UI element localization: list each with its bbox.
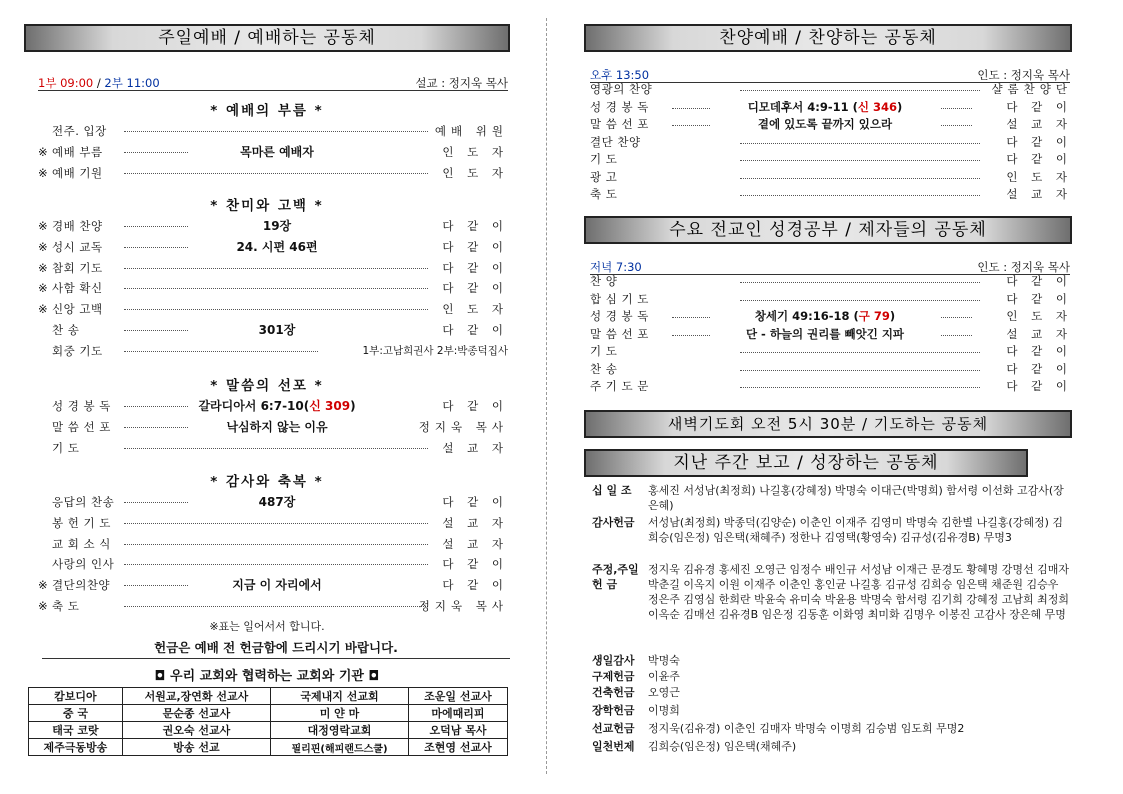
partner-cell: 조운일 선교사 [408,688,507,705]
leader-dots [740,178,980,179]
service-row [590,151,1072,168]
item-leader: 설 교 자 [1006,117,1072,131]
item-content-text: 단 - 하늘의 권리를 빼앗긴 지파 [745,326,905,341]
praise-time: 오후 13:50 [590,68,650,82]
item-leader: 다 같 이 [1006,291,1072,306]
partner-cell: 미 얀 마 [271,705,409,722]
item-content-end: ) [889,309,896,323]
service-row [590,273,1072,290]
sunday-worship-title: 주일예배 / 예배하는 공동체 [24,24,510,52]
item-name: 예배 기원 [52,166,103,180]
worship-row [38,494,508,510]
service-row [590,308,1072,325]
item-name: 기 도 [590,344,618,358]
item-leader: 다 같 이 [442,261,508,275]
worship-row [38,123,508,139]
hymn-number: 신 346 [857,99,898,114]
item-leader: 인 도 자 [442,166,508,180]
section-title: * 감사와 축복 * [210,474,324,490]
item-leader: 다 같 이 [442,219,508,233]
partner-churches-title: ◘ 우리 교회와 협력하는 교회와 기관 ◘ [154,669,380,684]
leader-dots [740,143,980,144]
item-content-text: 곁에 있도록 끝까지 있으라 [757,117,893,131]
service-row [590,186,1072,203]
item-content-text: 낙심하지 않는 이유 [226,420,328,434]
leader-dots [740,370,980,371]
standing-mark: ※ [38,219,48,233]
page-divider [546,18,547,774]
worship-row [38,577,508,593]
item-leader: 인 도 자 [1006,309,1072,323]
report-label: 장학헌금 [592,704,635,717]
item-leader: 설 교 자 [442,516,508,530]
item-content-text: 24. 시편 46편 [236,240,318,254]
leader-dots [124,173,428,174]
item-leader: 다 같 이 [1006,99,1072,114]
leader-dots [124,288,428,289]
item-leader: 인 도 자 [442,145,508,159]
item-leader: 다 같 이 [442,240,508,254]
item-leader: 다 같 이 [1006,274,1072,288]
partner-cell: 마에때리피 [408,705,507,722]
item-name: 경배 찬양 [52,219,103,233]
leader-dots [740,90,980,91]
standing-mark: ※ [38,599,48,613]
item-name: 성 경 봉 독 [590,99,649,114]
item-name: 사랑의 인사 [52,557,115,571]
item-leader: 다 같 이 [442,399,508,413]
item-name: 영광의 찬양 [590,82,653,96]
item-name: 전주. 입장 [52,124,107,138]
report-label: 건축헌금 [592,686,635,699]
first-service-time: 1부 09:00 [38,76,94,90]
item-name: 축 도 [52,599,80,613]
partner-cell: 문순종 선교사 [122,705,270,722]
item-content [188,577,366,593]
item-content [188,322,366,338]
weekly-report-title: 지난 주간 보고 / 성장하는 공동체 [584,449,1028,477]
standing-note: ※표는 일어서서 합니다. [209,620,325,633]
partner-cell: 중 국 [29,705,123,722]
item-leader: 설 교 자 [1006,187,1072,201]
partner-cell: 오덕남 목사 [408,722,507,739]
wednesday-time: 저녁 7:30 [590,260,642,274]
praise-worship-title: 찬양예배 / 찬양하는 공동체 [584,24,1072,52]
worship-row [38,556,508,572]
report-label: 주정,주일 헌 금 [592,563,639,591]
item-leader: 1부:고남희권사 2부:박종덕집사 [362,345,508,357]
item-name: 말 씀 선 포 [590,326,649,341]
report-names: 이윤주 [648,670,680,683]
leader-dots [124,268,428,269]
leader-dots [740,160,980,161]
service-row [590,81,1072,98]
worship-row [38,144,508,160]
service-row [590,169,1072,186]
item-name: 기 도 [52,441,80,455]
hymn-number: 신 309 [309,399,351,413]
item-name: 찬 송 [52,323,80,337]
item-content [188,144,366,160]
partner-cell: 캄보디아 [29,688,123,705]
partner-row [29,722,508,739]
item-leader: 샬롬찬양단 [991,82,1072,96]
item-content-text: 목마른 예배자 [240,145,314,159]
item-leader: 예배 위원 [434,124,508,138]
offering-notice: 헌금은 예배 전 헌금함에 드리시기 바랍니다. [42,638,510,659]
second-service-time: 2부 11:00 [104,76,160,90]
item-name: 봉 헌 기 도 [52,516,111,530]
partner-cell: 필리핀(해피랜드스쿨) [271,739,409,756]
item-content [188,218,366,234]
report-label: 감사헌금 [592,516,635,529]
leader-dots [124,131,428,132]
item-leader: 다 같 이 [442,281,508,295]
service-row [590,291,1072,308]
time-separator: / [93,76,105,90]
item-content-text: 지금 이 자리에서 [232,578,322,592]
item-content [188,239,366,255]
worship-row [38,260,508,276]
partner-cell: 방송 선교 [122,739,270,756]
item-name: 축 도 [590,187,618,201]
partner-churches-table [28,687,508,756]
worship-row [38,218,508,234]
praise-leader: 인도 : 정지욱 목사 [977,68,1070,82]
service-times [38,75,160,91]
wednesday-study-title: 수요 전교인 성경공부 / 제자들의 공동체 [584,216,1072,244]
item-leader: 정지욱 목사 [418,420,508,434]
standing-mark: ※ [38,166,48,180]
sunday-service-info [38,74,508,91]
item-leader: 다 같 이 [1006,379,1072,393]
worship-row [38,239,508,255]
partner-row [29,705,508,722]
leader-dots [124,309,428,310]
standing-mark: ※ [38,302,48,316]
item-content-text: 19장 [262,219,292,233]
worship-row [38,322,508,338]
report-label: 구제헌금 [592,670,635,683]
partner-cell: 서원교,장연화 선교사 [122,688,270,705]
preacher-name: 설교 : 정지욱 목사 [415,76,508,90]
report-names: 서성남(최정희) 박종덕(김양순) 이춘인 이재주 김영미 박명숙 김한별 나길홍(강혜정) 김희승(임은정) 임은택(채혜주) 정한나 김영택(황영숙) 김규성(김유경B) 무명3 [648,516,1064,544]
worship-row [38,515,508,531]
item-leader: 인 도 자 [1006,169,1072,184]
leader-dots [740,195,980,196]
standing-mark: ※ [38,240,48,254]
item-content-text: 갈라디아서 6:7-10( [198,399,310,413]
report-label: 선교헌금 [592,722,635,735]
leader-dots [740,282,980,283]
worship-row [38,301,508,317]
service-row [590,326,1072,343]
item-name: 예배 부름 [52,145,103,159]
worship-row [38,440,508,456]
item-leader: 다 같 이 [1006,361,1072,376]
service-row [590,378,1072,395]
item-name: 기 도 [590,152,618,166]
item-content [710,116,940,133]
standing-mark: ※ [38,578,48,592]
report-names: 정지욱(김유경) 이춘인 김매자 박명숙 이명희 김승범 임도희 무명2 [648,722,965,735]
item-content [188,398,366,414]
partner-cell: 국제내지 선교회 [271,688,409,705]
item-name: 성 경 봉 독 [590,309,649,323]
item-name: 말 씀 선 포 [590,117,649,131]
report-label: 일천번제 [592,740,635,753]
item-content-text: 창세기 49:16-18 ( [754,309,859,323]
item-name: 광 고 [590,169,618,184]
leader-dots [740,352,980,353]
item-leader: 다 같 이 [442,323,508,337]
partner-cell: 태국 코랏 [29,722,123,739]
item-name: 주 기 도 문 [590,379,649,393]
leader-dots [124,523,428,524]
dawn-prayer-title: 새벽기도회 오전 5시 30분 / 기도하는 공동체 [584,410,1072,438]
item-content-end: ) [350,399,356,413]
item-leader: 다 같 이 [1006,344,1072,358]
item-content-end: ) [897,99,903,114]
partner-cell: 대정영락교회 [271,722,409,739]
partner-cell: 조현영 선교사 [408,739,507,756]
item-leader: 다 같 이 [1006,152,1072,166]
hymn-number: 구 79 [858,309,890,323]
item-name: 결단의찬양 [52,578,111,592]
item-leader: 다 같 이 [1006,134,1072,149]
item-leader: 다 같 이 [442,557,508,571]
report-names: 박명숙 [648,654,680,667]
item-leader: 설 교 자 [1006,326,1072,341]
service-row [590,361,1072,378]
section-title: * 예배의 부름 * [210,103,324,119]
item-leader: 설 교 자 [442,537,508,551]
leader-dots [740,387,980,388]
item-content-text: 487장 [258,495,296,509]
report-names: 김희승(임은정) 임은택(채혜주) [648,740,797,753]
item-content [710,326,940,343]
service-row [590,134,1072,151]
item-leader: 다 같 이 [442,495,508,509]
item-content [188,419,366,435]
item-content [188,494,366,510]
leader-dots [124,564,428,565]
report-label: 생일감사 [592,654,635,667]
worship-row [38,280,508,296]
leader-dots [124,544,428,545]
partner-cell: 제주극동방송 [29,739,123,756]
report-names: 이명희 [648,704,680,717]
partner-cell: 권오숙 선교사 [122,722,270,739]
item-content-text: 301장 [258,323,296,337]
service-row [590,99,1072,116]
item-name: 교 회 소 식 [52,537,111,551]
item-leader: 설 교 자 [442,441,508,455]
worship-row [38,398,508,414]
report-names: 오영근 [648,686,680,699]
worship-row [38,419,508,435]
item-name: 찬 양 [590,274,618,288]
standing-mark: ※ [38,261,48,275]
partner-row [29,688,508,705]
item-content [710,308,940,325]
worship-row [38,165,508,181]
standing-mark: ※ [38,281,48,295]
item-name: 참회 기도 [52,261,103,275]
item-name: 결단 찬양 [590,134,641,149]
item-name: 회중 기도 [52,344,103,358]
item-name: 성 경 봉 독 [52,399,111,413]
section-title: * 찬미와 고백 * [210,198,324,214]
item-content [710,99,940,116]
section-title: * 말씀의 선포 * [210,378,324,394]
report-label: 십 일 조 [592,484,632,497]
item-leader: 다 같 이 [442,578,508,592]
leader-dots [740,300,980,301]
worship-row [38,343,508,359]
service-row [590,116,1072,133]
worship-row [38,536,508,552]
leader-dots [124,448,428,449]
item-name: 말 씀 선 포 [52,420,111,434]
item-name: 사함 확신 [52,281,103,295]
report-names: 홍세진 서성남(최정희) 나길홍(강혜정) 박명숙 이대근(박명희) 함서령 이선화 고감사(장은혜) [648,484,1064,512]
item-name: 성시 교독 [52,240,103,254]
item-name: 응답의 찬송 [52,495,115,509]
leader-dots [124,606,428,607]
service-row [590,343,1072,360]
report-names: 정지욱 김유경 홍세진 오영근 임정수 배인규 서성남 이재근 문경도 황혜명 강명선 김매자 박춘길 이옥지 이원 이재주 이춘인 홍인균 나길홍 김규성 김희승 임은택 채준원 김승우 정은주 김영심 한희란 박윤숙 유미숙 박윤용 박명숙 함서령 김기희 강혜정 고남희 최정희 이옥순 김매선 김유경B 임은정 김동훈 이화영 최미화 김명우 이봉진 고감사 장은혜 무명 [648,563,1069,621]
item-leader: 인 도 자 [442,302,508,316]
partner-row [29,739,508,756]
item-name: 합 심 기 도 [590,291,649,306]
item-name: 신앙 고백 [52,302,103,316]
item-name: 찬 송 [590,361,618,376]
item-leader: 정지욱 목사 [418,599,508,613]
item-content-text: 디모데후서 4:9-11 ( [747,99,858,114]
wednesday-leader: 인도 : 정지욱 목사 [977,260,1070,274]
worship-row [38,598,508,614]
leader-dots [124,351,318,352]
standing-mark: ※ [38,145,48,159]
